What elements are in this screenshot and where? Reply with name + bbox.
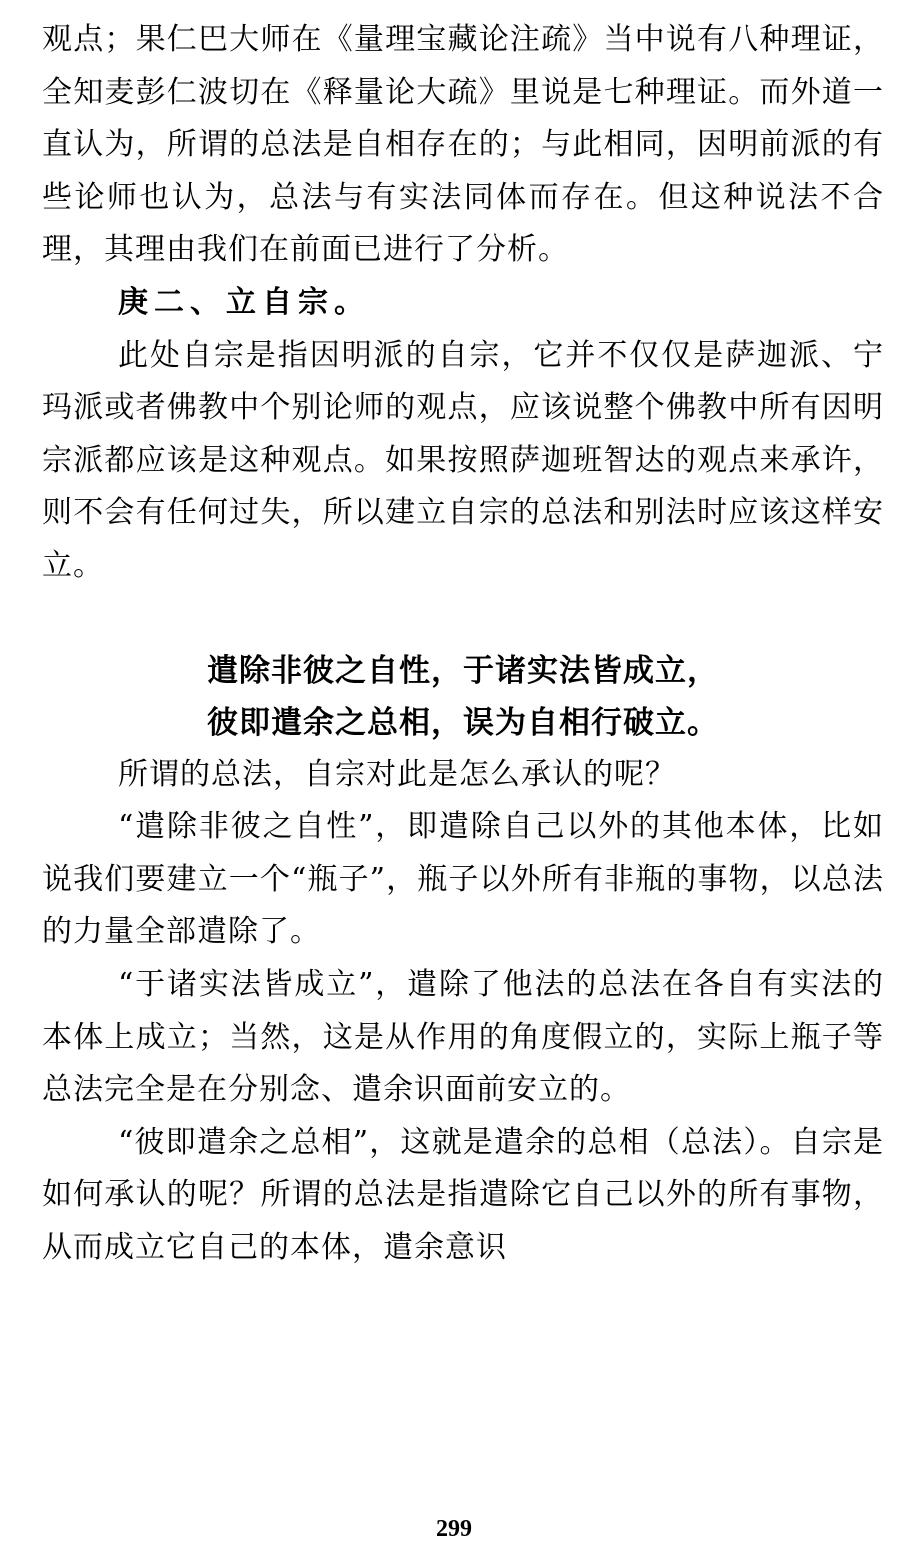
commentary-paragraph-2: “遣除非彼之自性”，即遣除自己以外的其他本体，比如说我们要建立一个“瓶子”，瓶子以外所有非瓶的事物，以总法的力量全部遣除了。 [42,809,884,950]
verse-block [42,645,884,749]
commentary-paragraph-4: “彼即遣余之总相”，这就是遣余的总相（总法）。自宗是如何承认的呢？所谓的总法是指遣除它自己以外的所有事物，从而成立它自己的本体，遣余意识 [42,1124,884,1265]
commentary-paragraph-1: 所谓的总法，自宗对此是怎么承认的呢？ [118,756,676,792]
section-intro-paragraph: 此处自宗是指因明派的自宗，它并不仅仅是萨迦派、宁玛派或者佛教中个别论师的观点，应该说整个佛教中所有因明宗派都应该是这种观点。如果按照萨迦班智达的观点来承许，则不会有任何过失，所以建立自宗的总法和别法时应该这样安立。 [42,337,884,583]
section-heading: 庚二、立自宗。 [118,284,370,320]
paragraph-continued: 观点；果仁巴大师在《量理宝藏论注疏》当中说有八种理证，全知麦彭仁波切在《释量论大疏》里说是七种理证。而外道一直认为，所谓的总法是自相存在的；与此相同，因明前派的有些论师也认为，总法与有实法同体而存在。但这种说法不合理，其理由我们在前面已进行了分析。 [42,22,884,268]
commentary-paragraph-3: “于诸实法皆成立”，遣除了他法的总法在各自有实法的本体上成立；当然，这是从作用的角度假立的，实际上瓶子等总法完全是在分别念、遣余识面前安立的。 [42,966,884,1108]
page-number: 299 [436,1516,472,1542]
verse-line-1: 遣除非彼之自性，于诸实法皆成立， [207,652,719,689]
verse-line-2: 彼即遣余之总相，误为自相行破立。 [207,704,719,741]
page-body [42,14,884,1274]
